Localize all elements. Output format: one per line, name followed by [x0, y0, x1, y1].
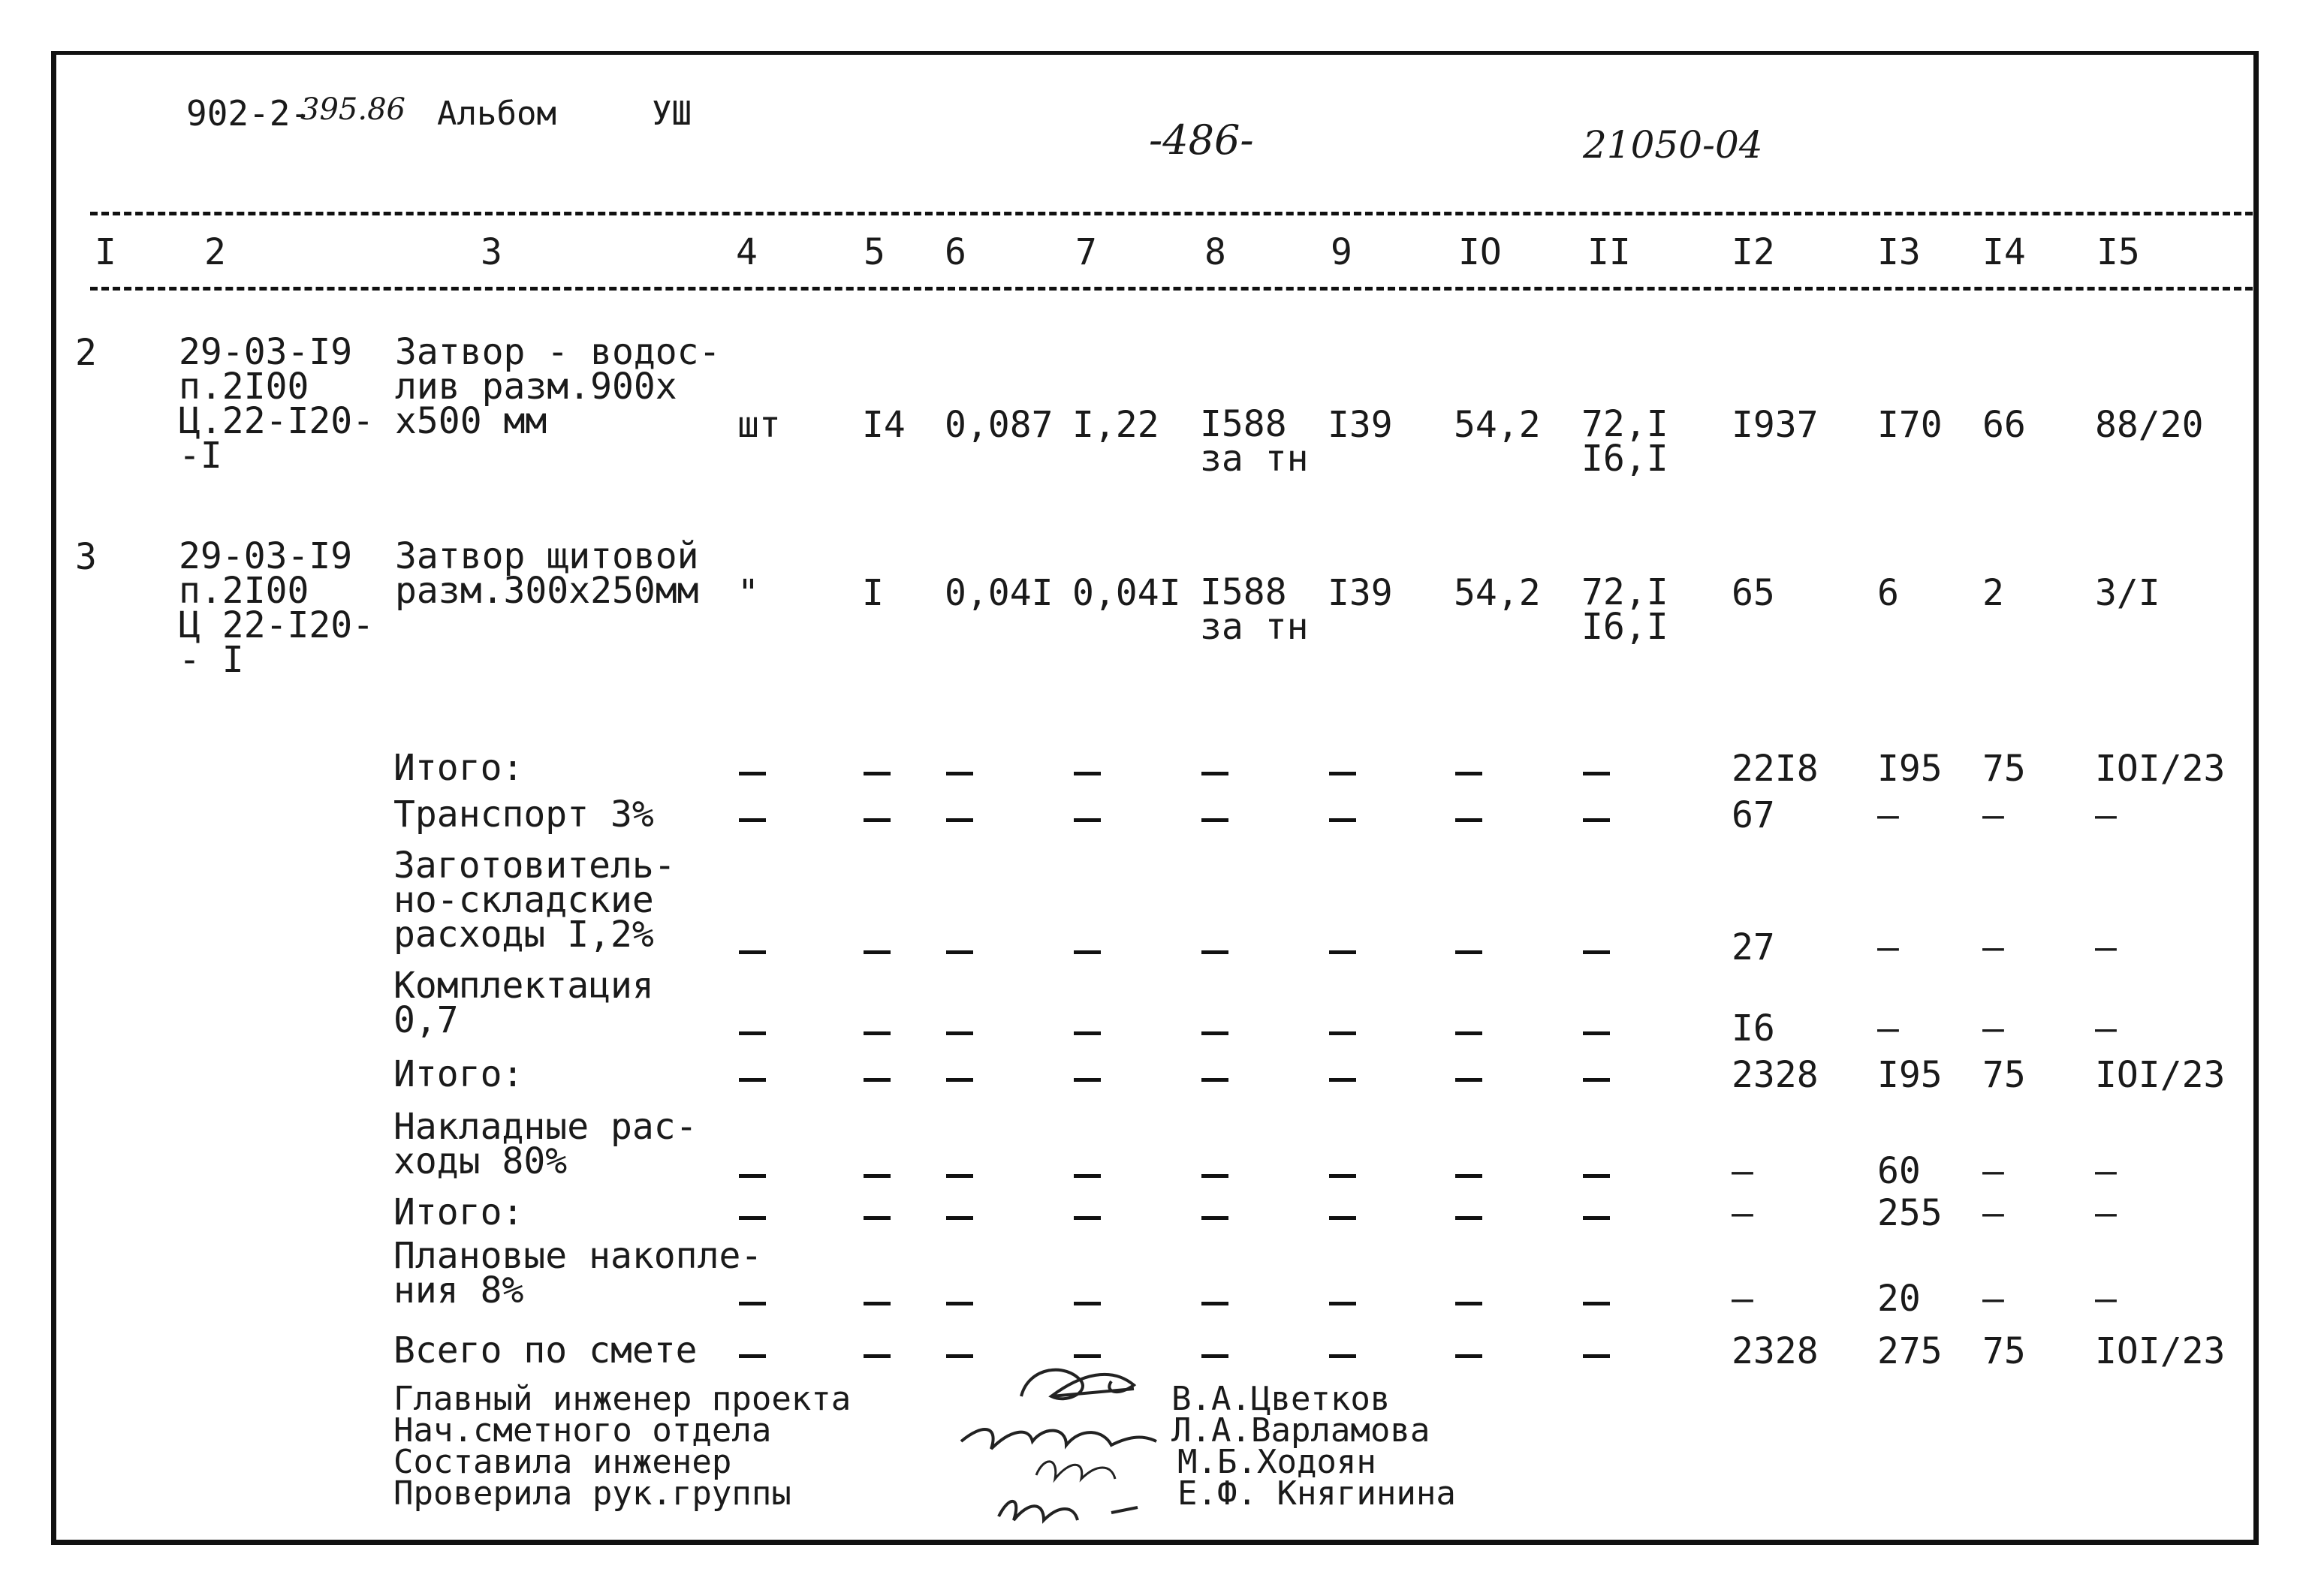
total-5-empty-dash-1 [739, 1078, 766, 1082]
total-7-col14: – [1982, 1192, 2004, 1234]
row-2-unit: " [737, 572, 759, 614]
column-number-14: I4 [1982, 231, 2026, 273]
total-2-empty-dash-6 [1329, 818, 1356, 822]
total-8-empty-dash-2 [864, 1302, 891, 1305]
total-1-col13: I95 [1877, 748, 1943, 790]
total-3-empty-dash-6 [1329, 950, 1356, 954]
signature-name-2: Л.А.Варламова [1171, 1411, 1430, 1450]
total-6-col12: – [1732, 1150, 1753, 1192]
total-9-col15: IOI/23 [2095, 1330, 2226, 1372]
total-7-empty-dash-3 [946, 1216, 973, 1220]
column-number-7: 7 [1075, 231, 1097, 273]
column-number-5: 5 [864, 231, 885, 273]
total-4-col15: – [2095, 1007, 2117, 1049]
total-2-label: Транспорт 3% [393, 793, 654, 836]
total-9-empty-dash-6 [1329, 1354, 1356, 1358]
total-6-col15: – [2095, 1150, 2117, 1192]
handwritten-signatures [939, 1351, 1209, 1539]
row-1-unit: шт [737, 404, 781, 446]
total-6-empty-dash-1 [739, 1174, 766, 1178]
total-1-empty-dash-1 [739, 772, 766, 775]
row-1-c13: I70 [1877, 404, 1943, 446]
row-2-c9: I39 [1328, 572, 1393, 614]
total-1-label: Итого: [393, 747, 524, 789]
row-1-c6: 0,087 [945, 404, 1054, 446]
total-9-empty-dash-8 [1583, 1354, 1610, 1358]
total-2-empty-dash-7 [1455, 818, 1482, 822]
row-1-code: 29-03-I9 п.2I00 Ц.22-I20- -I [179, 331, 375, 477]
total-3-col13: – [1877, 926, 1899, 968]
total-3-empty-dash-2 [864, 950, 891, 954]
total-6-col14: – [1982, 1150, 2004, 1192]
total-1-empty-dash-4 [1074, 772, 1101, 775]
reference-number: 21050-04 [1583, 123, 1763, 167]
total-5-empty-dash-4 [1074, 1078, 1101, 1082]
total-1-empty-dash-3 [946, 772, 973, 775]
total-7-col13: 255 [1877, 1192, 1943, 1234]
row-2-c15: 3/I [2095, 572, 2160, 614]
total-6-empty-dash-3 [946, 1174, 973, 1178]
column-number-13: I3 [1877, 231, 1921, 273]
total-6-empty-dash-8 [1583, 1174, 1610, 1178]
row-2-no: 3 [75, 536, 97, 578]
total-2-empty-dash-1 [739, 818, 766, 822]
total-4-empty-dash-7 [1455, 1031, 1482, 1035]
total-5-label: Итого: [393, 1053, 524, 1095]
signature-name-3: М.Б.Ходоян [1177, 1443, 1376, 1481]
header-rule-top [90, 212, 2253, 215]
total-3-empty-dash-5 [1201, 950, 1228, 954]
total-2-empty-dash-8 [1583, 818, 1610, 822]
signature-name-4: Е.Ф. Княгинина [1177, 1474, 1456, 1513]
total-3-empty-dash-3 [946, 950, 973, 954]
row-1-c9: I39 [1328, 404, 1393, 446]
total-5-empty-dash-2 [864, 1078, 891, 1082]
total-3-col15: – [2095, 926, 2117, 968]
total-1-col12: 22I8 [1732, 748, 1819, 790]
signature-title-2: Нач.сметного отдела [393, 1411, 772, 1450]
column-number-4: 4 [736, 231, 758, 273]
total-3-label: Заготовитель- но-складские расходы I,2% [393, 845, 676, 956]
total-1-col14: 75 [1982, 748, 2026, 790]
total-9-col13: 275 [1877, 1330, 1943, 1372]
total-5-empty-dash-8 [1583, 1078, 1610, 1082]
total-8-empty-dash-8 [1583, 1302, 1610, 1305]
total-4-empty-dash-1 [739, 1031, 766, 1035]
column-number-6: 6 [945, 231, 966, 273]
row-2-c14: 2 [1982, 572, 2004, 614]
total-6-label: Накладные рас- ходы 80% [393, 1106, 698, 1183]
total-8-empty-dash-4 [1074, 1302, 1101, 1305]
row-2-c11: 72,I I6,I [1581, 571, 1668, 649]
total-6-empty-dash-4 [1074, 1174, 1101, 1178]
doc-code-print: 902-2- [186, 93, 312, 134]
total-2-empty-dash-4 [1074, 818, 1101, 822]
row-1-c14: 66 [1982, 404, 2026, 446]
row-2-code: 29-03-I9 п.2I00 Ц 22-I20- - I [179, 535, 375, 682]
total-9-empty-dash-1 [739, 1354, 766, 1358]
total-6-col13: 60 [1877, 1150, 1921, 1192]
total-4-empty-dash-2 [864, 1031, 891, 1035]
total-8-empty-dash-3 [946, 1302, 973, 1305]
total-5-col13: I95 [1877, 1054, 1943, 1096]
total-8-empty-dash-1 [739, 1302, 766, 1305]
total-1-empty-dash-2 [864, 772, 891, 775]
total-4-empty-dash-4 [1074, 1031, 1101, 1035]
row-1-c8: I588 за тн [1200, 403, 1309, 480]
total-7-col12: – [1732, 1192, 1753, 1234]
total-5-empty-dash-7 [1455, 1078, 1482, 1082]
total-9-empty-dash-7 [1455, 1354, 1482, 1358]
total-3-empty-dash-7 [1455, 950, 1482, 954]
row-1-c11: 72,I I6,I [1581, 403, 1668, 480]
row-2-qty: I [862, 572, 884, 614]
column-number-10: IO [1458, 231, 1502, 273]
total-1-empty-dash-8 [1583, 772, 1610, 775]
total-5-empty-dash-6 [1329, 1078, 1356, 1082]
document-frame [51, 51, 2259, 1545]
total-2-empty-dash-5 [1201, 818, 1228, 822]
total-7-label: Итого: [393, 1191, 524, 1233]
row-2-c6: 0,04I [945, 572, 1054, 614]
column-number-12: I2 [1732, 231, 1775, 273]
row-1-c12: I937 [1732, 404, 1819, 446]
total-3-empty-dash-1 [739, 950, 766, 954]
total-2-empty-dash-2 [864, 818, 891, 822]
total-5-empty-dash-5 [1201, 1078, 1228, 1082]
total-2-col15: – [2095, 794, 2117, 836]
total-8-empty-dash-7 [1455, 1302, 1482, 1305]
total-4-empty-dash-3 [946, 1031, 973, 1035]
column-number-8: 8 [1204, 231, 1226, 273]
signature-title-4: Проверила рук.группы [393, 1474, 791, 1513]
total-2-col14: – [1982, 794, 2004, 836]
total-7-empty-dash-1 [739, 1216, 766, 1220]
total-6-empty-dash-7 [1455, 1174, 1482, 1178]
row-2-c12: 65 [1732, 572, 1775, 614]
total-9-col12: 2328 [1732, 1330, 1819, 1372]
row-1-c7: I,22 [1072, 404, 1159, 446]
total-4-label: Комплектация 0,7 [393, 965, 654, 1042]
row-2-c13: 6 [1877, 572, 1899, 614]
total-7-empty-dash-5 [1201, 1216, 1228, 1220]
total-8-col12: – [1732, 1278, 1753, 1320]
total-5-col12: 2328 [1732, 1054, 1819, 1096]
total-1-empty-dash-5 [1201, 772, 1228, 775]
column-number-3: 3 [481, 231, 502, 273]
total-5-col15: IOI/23 [2095, 1054, 2226, 1096]
total-2-col12: 67 [1732, 794, 1775, 836]
total-5-col14: 75 [1982, 1054, 2026, 1096]
total-3-empty-dash-4 [1074, 950, 1101, 954]
total-8-col15: – [2095, 1278, 2117, 1320]
row-2-c8: I588 за тн [1200, 571, 1309, 649]
total-7-empty-dash-4 [1074, 1216, 1101, 1220]
signature-title-3: Составила инженер [393, 1443, 732, 1481]
total-5-empty-dash-3 [946, 1078, 973, 1082]
row-2-c10: 54,2 [1454, 572, 1541, 614]
total-4-empty-dash-8 [1583, 1031, 1610, 1035]
row-1-c10: 54,2 [1454, 404, 1541, 446]
total-4-col13: – [1877, 1007, 1899, 1049]
total-7-empty-dash-8 [1583, 1216, 1610, 1220]
total-8-col14: – [1982, 1278, 2004, 1320]
column-number-1: I [95, 231, 116, 273]
album-number: УШ [652, 95, 692, 133]
total-7-empty-dash-6 [1329, 1216, 1356, 1220]
signature-name-1: В.А.Цветков [1171, 1380, 1391, 1418]
total-4-empty-dash-5 [1201, 1031, 1228, 1035]
row-1-c15: 88/20 [2095, 404, 2204, 446]
row-2-c7: 0,04I [1072, 572, 1181, 614]
total-6-empty-dash-2 [864, 1174, 891, 1178]
total-8-col13: 20 [1877, 1278, 1921, 1320]
row-1-no: 2 [75, 332, 97, 374]
header-rule-bottom [90, 287, 2253, 291]
page-number: -486- [1149, 116, 1254, 164]
total-3-col12: 27 [1732, 926, 1775, 968]
total-6-empty-dash-5 [1201, 1174, 1228, 1178]
total-4-col14: – [1982, 1007, 2004, 1049]
total-2-empty-dash-3 [946, 818, 973, 822]
total-2-col13: – [1877, 794, 1899, 836]
total-9-empty-dash-2 [864, 1354, 891, 1358]
total-9-col14: 75 [1982, 1330, 2026, 1372]
total-7-empty-dash-7 [1455, 1216, 1482, 1220]
total-1-empty-dash-7 [1455, 772, 1482, 775]
total-3-empty-dash-8 [1583, 950, 1610, 954]
row-1-qty: I4 [862, 404, 906, 446]
total-1-empty-dash-6 [1329, 772, 1356, 775]
column-number-11: II [1587, 231, 1631, 273]
total-7-empty-dash-2 [864, 1216, 891, 1220]
total-3-col14: – [1982, 926, 2004, 968]
doc-code-handwritten: 395.86 [300, 92, 405, 127]
total-8-label: Плановые накопле- ния 8% [393, 1235, 763, 1312]
row-1-name: Затвор - водос- лив разм.900х х500 мм [395, 331, 721, 443]
column-number-9: 9 [1331, 231, 1352, 273]
column-number-2: 2 [204, 231, 226, 273]
total-9-label: Всего по смете [393, 1329, 698, 1372]
total-8-empty-dash-6 [1329, 1302, 1356, 1305]
total-7-col15: – [2095, 1192, 2117, 1234]
album-label: Альбом [437, 95, 556, 133]
total-6-empty-dash-6 [1329, 1174, 1356, 1178]
signature-title-1: Главный инженер проекта [393, 1380, 852, 1418]
row-2-name: Затвор щитовой разм.300х250мм [395, 535, 699, 613]
column-number-15: I5 [2097, 231, 2140, 273]
total-1-col15: IOI/23 [2095, 748, 2226, 790]
total-8-empty-dash-5 [1201, 1302, 1228, 1305]
total-4-col12: I6 [1732, 1007, 1775, 1049]
total-4-empty-dash-6 [1329, 1031, 1356, 1035]
